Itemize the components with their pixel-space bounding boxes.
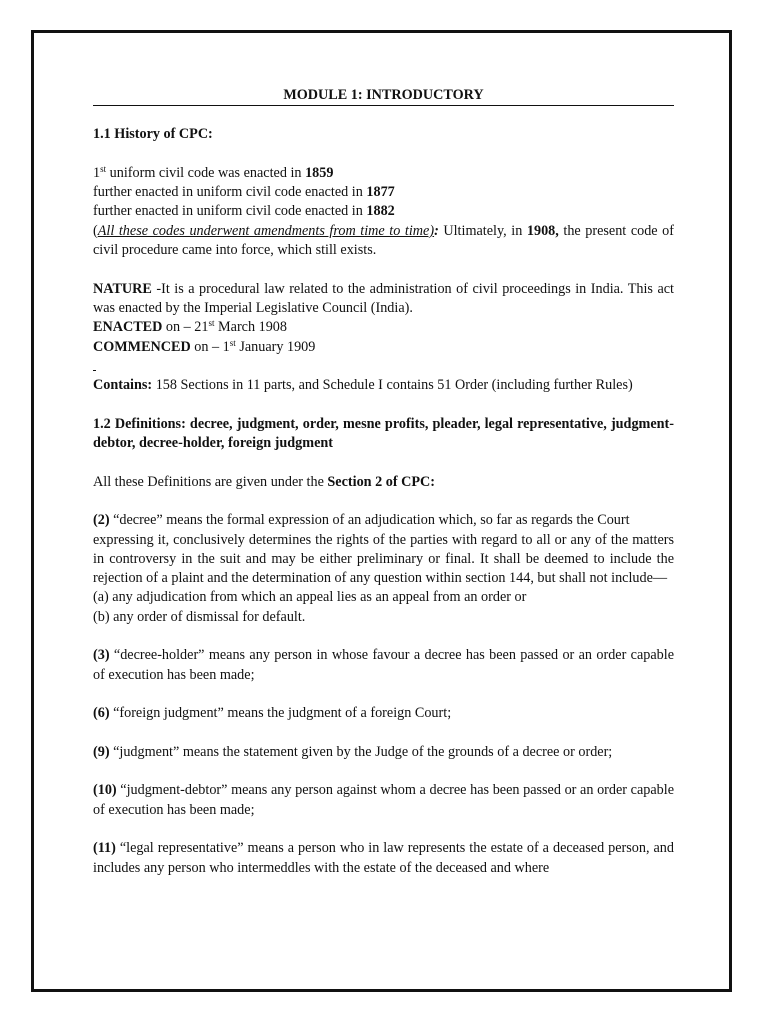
definitions-intro: All these Definitions are given under the Section 2 of CPC:: [93, 473, 435, 490]
enacted-line: ENACTED on – 21st March 1908: [93, 318, 287, 336]
history-line-3: further enacted in uniform civil code enacted in 1882: [93, 203, 395, 220]
definition-decree-holder: (3) “decree-holder” means any person in whose favour a decree has been passed or an order capable of execution has been made;: [93, 647, 674, 683]
definition-decree: (2) “decree” means the formal expression of an adjudication which, so far as regards the Court: [93, 512, 630, 529]
definition-decree-continued: expressing it, conclusively determines the rights of the parties with regard to all or any of the matters in controversy in the suit and may be either preliminary or final. It shall be deemed to include the rejection of a plaint and the determination of any question within section 144, but shall not include—: [93, 531, 674, 587]
definition-decree-exclusion-a: (a) any adjudication from which an appeal lies as an appeal from an order or: [93, 589, 527, 606]
section-heading-definitions: 1.2 Definitions: decree, judgment, order, mesne profits, pleader, legal representative, judgment-debtor, decree-holder, foreign judgment: [93, 415, 674, 452]
empty-line-marker: [93, 357, 674, 376]
definition-judgment-debtor: (10) “judgment-debtor” means any person against whom a decree has been passed or an order capable of execution has been made;: [93, 782, 674, 818]
definition-decree-exclusion-b: (b) any order of dismissal for default.: [93, 608, 306, 625]
definition-legal-representative: (11) “legal representative” means a person who in law represents the estate of a deceased person, and includes any person who intermeddles with the estate of the deceased and where: [93, 840, 674, 876]
page-title: MODULE 1: INTRODUCTORY: [93, 86, 674, 106]
section-heading-history: 1.1 History of CPC:: [93, 126, 213, 143]
definition-judgment: (9) “judgment” means the statement given by the Judge of the grounds of a decree or order;: [93, 743, 613, 760]
commenced-line: COMMENCED on – 1st January 1909: [93, 337, 316, 355]
definition-foreign-judgment: (6) “foreign judgment” means the judgment of a foreign Court;: [93, 705, 452, 722]
history-paragraph: (All these codes underwent amendments from time to time): Ultimately, in 1908, the present code of civil procedure came into force, which still exists.: [93, 222, 675, 259]
document-body: [93, 86, 674, 878]
nature-paragraph: NATURE -It is a procedural law related to the administration of civil proceedings in India. This act was enacted by the Imperial Legislative Council (India).: [93, 280, 674, 316]
history-line-2: further enacted in uniform civil code enacted in 1877: [93, 184, 395, 201]
history-line-1: 1st uniform civil code was enacted in 1859: [93, 163, 334, 181]
contains-paragraph: Contains: 158 Sections in 11 parts, and Schedule I contains 51 Order (including further Rules): [93, 377, 633, 394]
